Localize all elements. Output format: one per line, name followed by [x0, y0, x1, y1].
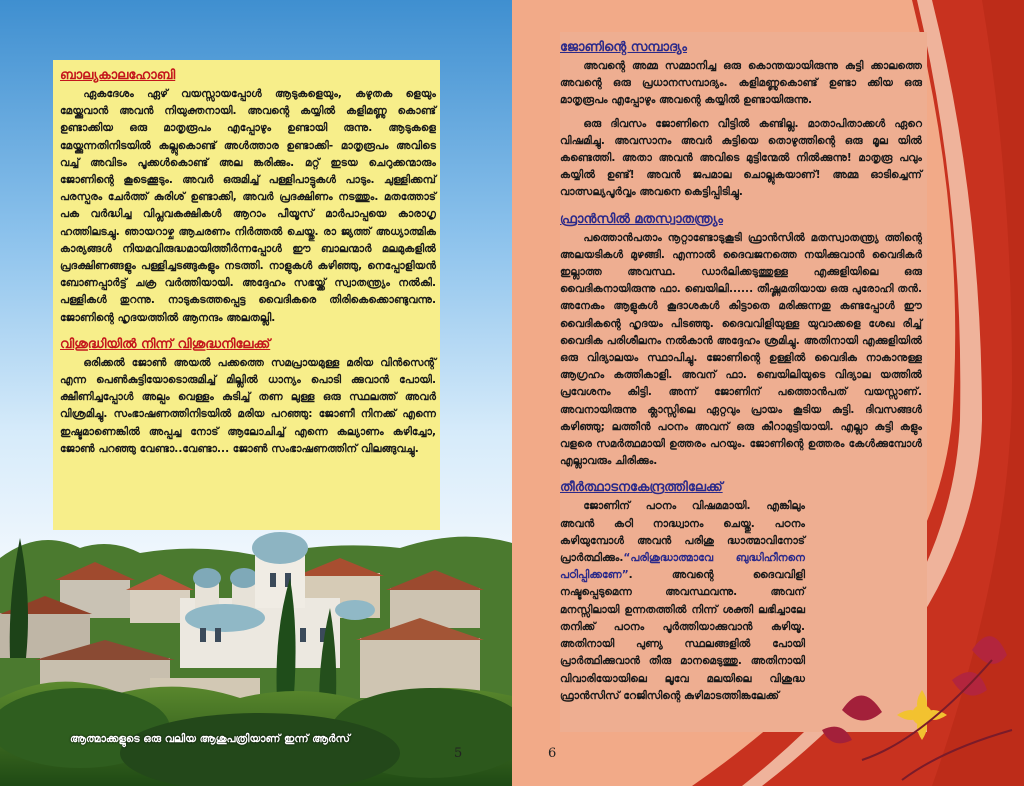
- section-paragraph: അവന്റെ അമ്മ സമ്മാനിച്ച ഒരു കൊന്തയായിരുന്നു കുട്ടി ക്കാലത്തെ അവന്റെ ഒരു പ്രധാനസമ്പാദ്യം. കളിമണ്ണുകൊണ്ട് ഉണ്ടാ ക്കിയ ഒരു മാതൃരൂപം എപ്പോഴും അവന്റെ കയ്യിൽ ഉണ്ടായിരുന്നു.: [560, 60, 922, 107]
- page-number-right: 6: [548, 746, 557, 761]
- section-paragraph: [560, 498, 805, 704]
- left-text-content: [60, 62, 436, 464]
- right-page: [512, 0, 1024, 786]
- photo-caption: ആത്മാക്കളുടെ ഒരു വലിയ ആശുപത്രിയാണ് ഇന്ന് ആർസ്: [70, 733, 350, 745]
- paragraph-text: . അവന്റെ ദൈവവിളി നഷ്ടപ്പെടുമെന്ന അവസ്ഥവന്നു. അവന് മനസ്സിലായി ഉന്നതത്തിൽ നിന്ന് ശക്തി ലഭിച്ചാലേ തനിക്ക് പഠനം പൂർത്തിയാക്കുവാൻ കഴിയൂ. അതിനായി പുണ്യ സ്ഥലങ്ങളിൽ പോയി പ്രാർത്ഥിക്കുവാൻ തീരു മാനമെടുത്തു. അതിനായി വിവാരിയോയിലെ ലൂവേ മലയിലെ വിശുദ്ധ ഫ്രാൻസിസ് റേജിസിന്റെ കുഴിമാടത്തിങ്കലേക്ക്: [560, 569, 805, 702]
- right-text-content: [560, 36, 922, 711]
- section-paragraph: ഏകദേശം ഏഴ് വയസ്സായപ്പോൾ ആടുകളെയും, കഴുതക ളെയും മേയ്ക്കുവാൻ അവൻ നിയുക്തനായി. അവന്റെ കയ്യിൽ കളിമണ്ണു കൊണ്ട് ഉണ്ടാക്കിയ ഒരു മാതൃരൂപം എപ്പോഴും ഉണ്ടായി രുന്നു. ആടുകളെ മേയ്ക്കുന്നതിനിടയിൽ കല്ലുകൊണ്ട് അൾത്താര ഉണ്ടാക്കി- മാതൃരൂപം അവിടെ വച്ച് അവിടം പൂക്കൾകൊണ്ട് അല ങ്കരിക്കും. മറ്റ് ഇടയ ചെറുക്കന്മാരും ജോണിന്റെ കൂടെക്കൂടും. അവർ ഒരുമിച്ച് പള്ളിപാട്ടുകൾ പാടും. ചുള്ളിക്കമ്പ് പരസ്പരം ചേർത്ത് കുരിശ് ഉണ്ടാക്കി, അവർ പ്രദക്ഷിണം നടത്തും. മതത്തോട് പക വർദ്ധിച്ച വിപ്ലവകക്ഷികൾ ആറാം പീയൂസ് മാർപാപ്പയെ കാരാഗൃ ഹത്തിലടച്ചു. ഞായറാഴ്ച ആചരണം നിർത്തൽ ചെയ്തു. രാ ജ്യത്ത് അധ്യാത്മിക കാര്യങ്ങൾ നിയമവിരുദ്ധമായിത്തീർന്നപ്പോൾ ഈ ബാലന്മാർ മലമുകളിൽ പ്രദക്ഷിണങ്ങളും പള്ളിച്ചടങ്ങുകളും നടത്തി. നാളുകൾ കഴിഞ്ഞു, നെപ്പോളിയൻ ബോണപ്പാർട്ട് ചക്ര വർത്തിയായി. അദ്ദേഹം സഭയ്ക്ക് സ്വാതന്ത്ര്യം നൽകി. പള്ളികൾ തുറന്നു. നാടുകടത്തപ്പെട്ട വൈദികരെ തിരികെക്കൊണ്ടുവന്നു. ജോണിന്റെ ഹൃദയത്തിൽ ആനന്ദം അലതല്ലി.: [60, 88, 436, 324]
- section-heading: വിശുദ്ധിയിൽ നിന്ന് വിശുദ്ധനിലേക്ക്: [60, 336, 271, 352]
- section-paragraph: പത്തൊൻപതാം നൂറ്റാണ്ടോടുകൂടി ഫ്രാൻസിൽ മതസ്വാതന്ത്ര്യ ത്തിന്റെ അലയടികൾ മുഴങ്ങി. എന്നാൽ ദൈവജനത്തെ നയിക്കുവാൻ വൈദികർ ഇല്ലാത്ത അവസ്ഥ. ഡാർലിക്കടുത്തുള്ള എക്കുളിയിലെ ഒരു വൈദികനായിരുന്നു ഫാ. ബെയിലി...... തീഷ്ണമതിയായ ഒരു പുരോഹി തൻ. അനേകം ആളുകൾ കൂദാശകൾ കിട്ടാതെ മരിക്കുന്നതു കണ്ടപ്പോൾ ഈ വൈദികന്റെ ഹൃദയം പിടഞ്ഞു. ദൈവവിളിയുള്ള യുവാക്കളെ ശേഖ രിച്ച് വൈദിക പരിശീലനം നൽകാൻ അദ്ദേഹം ശ്രമിച്ചു. അതിനായി എക്കുളിയിൽ ഒരു വിദ്യാലയം സ്ഥാപിച്ചു. ജോണിന്റെ ഉള്ളിൽ വൈദിക നാകാനുള്ള ആഗ്രഹം കത്തികാളി. അവന് ഫാ. ബെയിലിയുടെ വിദ്യാല യത്തിൽ പ്രവേശനം കിട്ടി. അന്ന് ജോണിന് പത്തൊൻപത് വയസ്സാണ്. അവനായിരുന്നു ക്ലാസ്സിലെ ഏറ്റവും പ്രായം കൂടിയ കുട്ടി. ദിവസങ്ങൾ കഴിഞ്ഞു; ലത്തീൻ പഠനം അവന് ഒരു കീറാമുട്ടിയായി. എല്ലാ കുട്ടി കളും വളരെ സമർത്ഥമായി ഉത്തരം പറയും. ജോണിന്റെ ഉത്തരം കേൾക്കുമ്പോൾ എല്ലാവരും ചിരിക്കും.: [560, 231, 922, 468]
- section-heading: ഫ്രാൻസിൽ മതസ്വാതന്ത്ര്യം: [560, 211, 723, 227]
- section-heading: തീർത്ഥാടനകേന്ദ്രത്തിലേക്ക്: [560, 480, 723, 496]
- section-heading: ജോണിന്റെ സമ്പാദ്യം: [560, 40, 687, 55]
- section-paragraph: ഒരിക്കൽ ജോൺ അയൽ പക്കത്തെ സമപ്രായമുള്ള മരിയ വിൻസെന്റ് എന്ന പെൺകുട്ടിയോടൊരുമിച്ച് മില്ലിൽ ധാന്യം പൊടി ക്കുവാൻ പോയി. ക്ഷീണിച്ചപ്പോൾ അല്പം വെള്ളം കുടിച്ച് തണ ലുള്ള ഒരു സ്ഥലത്ത് അവർ വിശ്രമിച്ചു. സംഭാഷണത്തിനിടയിൽ മരിയ പറഞ്ഞു: ജോണീ നിനക്ക് എന്നെ ഇഷ്ടമാണെങ്കിൽ അപ്പച്ച നോട് ആലോചിച്ച് എന്നെ കല്യാണം കഴിച്ചോ, ജോൺ പറഞ്ഞു വേണ്ടാ..വേണ്ടാ... ജോൺ സംഭാഷണത്തിന് വിലങ്ങുവച്ചു.: [60, 356, 436, 455]
- page-number-left: 5: [454, 746, 463, 761]
- prayer-quote: “പരിശുദ്ധാത്മാവേ ബുദ്ധിഹീനനെ പഠിപ്പിക്കണേ”: [560, 552, 805, 582]
- section-heading: ബാല്യകാലഹോബി: [60, 68, 176, 83]
- paragraph-text: ജോണിന് പഠനം വിഷമമായി. എങ്കിലും അവൻ കഠി നാദ്ധ്വാനം ചെയ്തു. പഠനം കഴിയുമ്പോൾ അവൻ പരിശു ദ്ധാത്മാവിനോട് പ്രാർത്ഥിക്കും.: [560, 500, 805, 565]
- section-paragraph: ഒരു ദിവസം ജോണിനെ വീട്ടിൽ കണ്ടില്ല. മാതാപിതാക്കൾ ഏറെ വിഷമിച്ചു. അവസാനം അവർ കുട്ടിയെ തൊഴുത്തിന്റെ ഒരു മൂല യിൽ കണ്ടെത്തി. അതാ അവൻ അവിടെ മുട്ടിന്മേൽ നിൽക്കുന്നു! മാതൃരൂ പവും കയ്യിൽ ഉണ്ട്! അവൻ ജപമാല ചൊല്ലുകയാണ്! അമ്മ ഓടിച്ചെന്ന് വാത്സല്യപൂർവ്വം അവനെ കെട്ടിപ്പിടിച്ചു.: [560, 117, 922, 199]
